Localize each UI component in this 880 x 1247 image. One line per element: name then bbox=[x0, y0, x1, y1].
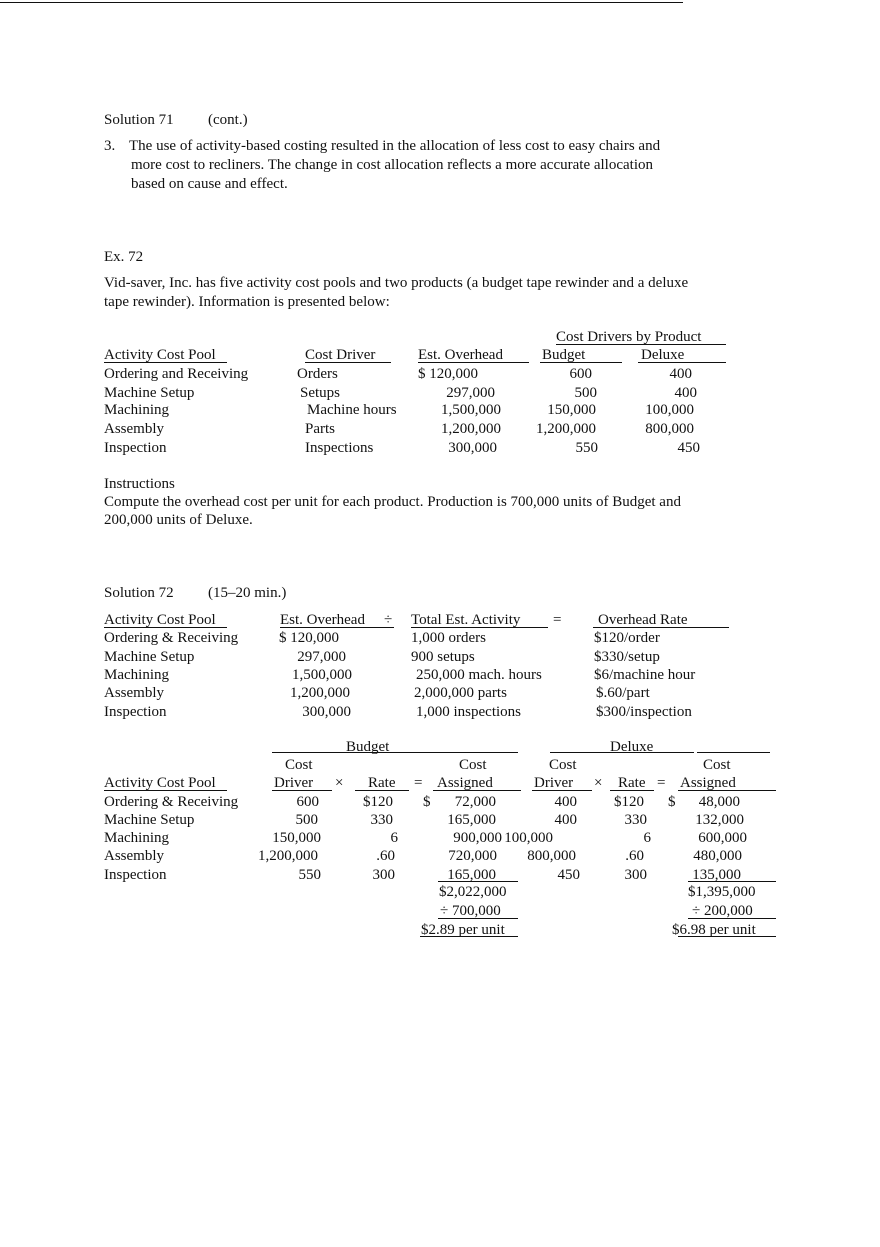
ex72-cell-overhead: 1,500,000 bbox=[441, 402, 501, 418]
solution-72-heading: Solution 72 bbox=[104, 585, 174, 601]
deluxe-cell-rate: $120 bbox=[614, 794, 644, 810]
ex72-cell-driver: Setups bbox=[300, 385, 341, 401]
ex72-header-driver: Cost Driver bbox=[305, 347, 376, 363]
underline bbox=[688, 918, 776, 919]
instructions-text: Compute the overhead cost per unit for each product. Production is 700,000 units of Budget and bbox=[104, 494, 681, 510]
budget-cell-cost: 720,000 bbox=[448, 848, 497, 864]
exercise-72-intro: Vid-saver, Inc. has five activity cost pools and two products (a budget tape rewinder and a deluxe bbox=[104, 275, 689, 291]
underline bbox=[610, 790, 654, 791]
solution-71-heading: Solution 71 bbox=[104, 112, 174, 128]
ex72-cell-deluxe: 400 bbox=[669, 366, 692, 382]
rate-cell-rate: $120/order bbox=[594, 630, 660, 646]
ex72-header-budget: Budget bbox=[542, 347, 586, 363]
budget-cell-rate: 300 bbox=[372, 867, 395, 883]
ex72-cell-pool: Inspection bbox=[104, 440, 167, 456]
underline bbox=[556, 344, 726, 345]
item-3-number: 3. bbox=[104, 138, 116, 154]
ex72-cell-driver: Inspections bbox=[305, 440, 374, 456]
rate-cell-rate: $.60/part bbox=[596, 685, 650, 701]
solution-71-cont: (cont.) bbox=[208, 112, 248, 128]
ex72-group-header: Cost Drivers by Product bbox=[556, 329, 702, 345]
rate-cell-overhead: 300,000 bbox=[302, 704, 351, 720]
deluxe-equals-sign: = bbox=[657, 775, 666, 791]
ex72-header-overhead: Est. Overhead bbox=[418, 347, 503, 363]
budget-assigned-header: Assigned bbox=[437, 775, 493, 791]
rate-cell-rate: $6/machine hour bbox=[594, 667, 696, 683]
deluxe-assigned-header: Assigned bbox=[680, 775, 736, 791]
budget-per-unit: $2.89 per unit bbox=[421, 922, 505, 938]
underline bbox=[438, 881, 518, 882]
underline bbox=[540, 362, 622, 363]
ex72-cell-driver: Parts bbox=[305, 421, 335, 437]
ex72-cell-overhead: $ 120,000 bbox=[418, 366, 478, 382]
ex72-cell-deluxe: 450 bbox=[677, 440, 700, 456]
deluxe-total: $1,395,000 bbox=[688, 884, 756, 900]
deluxe-cell-driver: 400 bbox=[554, 812, 577, 828]
underline bbox=[550, 752, 694, 753]
underline bbox=[433, 790, 521, 791]
budget-cell-cost: 165,000 bbox=[447, 867, 496, 883]
budget-cell-driver: 500 bbox=[295, 812, 318, 828]
budget-driver-header: Driver bbox=[274, 775, 314, 791]
deluxe-cell-rate: 300 bbox=[624, 867, 647, 883]
underline bbox=[532, 790, 592, 791]
budget-cost-label: Cost bbox=[285, 757, 313, 773]
ex72-cell-budget: 550 bbox=[575, 440, 598, 456]
budget-rate-header: Rate bbox=[368, 775, 396, 791]
deluxe-cell-driver: 800,000 bbox=[527, 848, 576, 864]
instructions-label: Instructions bbox=[104, 476, 175, 492]
deluxe-cell-cost: 132,000 bbox=[695, 812, 744, 828]
ex72-cell-overhead: 1,200,000 bbox=[441, 421, 501, 437]
budget-cell-driver: 550 bbox=[298, 867, 321, 883]
deluxe-times-sign: × bbox=[594, 775, 603, 791]
underline bbox=[697, 752, 770, 753]
assign-cell-pool: Ordering & Receiving bbox=[104, 794, 239, 810]
deluxe-cell-cost: 600,000 bbox=[698, 830, 747, 846]
budget-cell-rate: $120 bbox=[363, 794, 393, 810]
rate-cell-pool: Machining bbox=[104, 667, 169, 683]
deluxe-cell-cost: 48,000 bbox=[698, 794, 740, 810]
rate-header-divide: ÷ bbox=[384, 612, 393, 628]
budget-times-sign: × bbox=[335, 775, 344, 791]
ex72-cell-budget: 150,000 bbox=[547, 402, 596, 418]
ex72-cell-budget: 500 bbox=[574, 385, 597, 401]
rate-header-equals: = bbox=[553, 612, 562, 628]
budget-cell-driver: 1,200,000 bbox=[258, 848, 318, 864]
assign-cell-pool: Inspection bbox=[104, 867, 167, 883]
page-top-rule bbox=[0, 2, 683, 3]
budget-cell-cost: 900,000 bbox=[453, 830, 502, 846]
budget-total: $2,022,000 bbox=[439, 884, 507, 900]
underline bbox=[305, 362, 391, 363]
budget-cell-cost: 72,000 bbox=[454, 794, 496, 810]
ex72-cell-overhead: 300,000 bbox=[448, 440, 497, 456]
ex72-cell-deluxe: 400 bbox=[674, 385, 697, 401]
rate-cell-activity: 250,000 mach. hours bbox=[416, 667, 542, 683]
budget-cell-driver: 150,000 bbox=[272, 830, 321, 846]
deluxe-divisor: ÷ 200,000 bbox=[692, 903, 753, 919]
exercise-72-heading: Ex. 72 bbox=[104, 249, 144, 265]
rate-cell-overhead: 1,200,000 bbox=[290, 685, 350, 701]
underline bbox=[104, 627, 227, 628]
budget-cell-driver: 600 bbox=[296, 794, 319, 810]
underline bbox=[688, 881, 776, 882]
budget-divisor: ÷ 700,000 bbox=[440, 903, 501, 919]
deluxe-cell-driver: 400 bbox=[554, 794, 577, 810]
rate-header-rate: Overhead Rate bbox=[598, 612, 688, 628]
ex72-cell-budget: 1,200,000 bbox=[536, 421, 596, 437]
item-3-line: more cost to recliners. The change in cost allocation reflects a more accurate allocation bbox=[131, 157, 653, 173]
underline bbox=[355, 790, 409, 791]
ex72-cell-pool: Ordering and Receiving bbox=[104, 366, 249, 382]
deluxe-rate-header: Rate bbox=[618, 775, 646, 791]
rate-cell-overhead: 297,000 bbox=[297, 649, 346, 665]
budget-cell-rate: .60 bbox=[376, 848, 395, 864]
underline bbox=[104, 790, 227, 791]
ex72-cell-deluxe: 800,000 bbox=[645, 421, 694, 437]
underline bbox=[593, 627, 729, 628]
budget-cell-rate: 330 bbox=[370, 812, 393, 828]
deluxe-cell-cost: 135,000 bbox=[692, 867, 741, 883]
rate-cell-rate: $330/setup bbox=[594, 649, 660, 665]
ex72-cell-pool: Machining bbox=[104, 402, 169, 418]
underline bbox=[418, 362, 529, 363]
budget-cost-label: Cost bbox=[459, 757, 487, 773]
deluxe-cell-cost: 480,000 bbox=[693, 848, 742, 864]
ex72-cell-pool: Machine Setup bbox=[104, 385, 195, 401]
deluxe-cell-rate: .60 bbox=[625, 848, 644, 864]
rate-header-activity: Total Est. Activity bbox=[411, 612, 521, 628]
assign-cell-pool: Machining bbox=[104, 830, 169, 846]
deluxe-cell-rate: 330 bbox=[624, 812, 647, 828]
budget-equals-sign: = bbox=[414, 775, 423, 791]
ex72-header-pool: Activity Cost Pool bbox=[104, 347, 216, 363]
underline bbox=[272, 752, 518, 753]
assign-header-pool: Activity Cost Pool bbox=[104, 775, 216, 791]
ex72-cell-pool: Assembly bbox=[104, 421, 164, 437]
deluxe-cell-driver: 100,000 bbox=[504, 830, 553, 846]
rate-cell-rate: $300/inspection bbox=[596, 704, 692, 720]
rate-cell-activity: 900 setups bbox=[411, 649, 475, 665]
rate-cell-activity: 2,000,000 parts bbox=[414, 685, 507, 701]
budget-section-label: Budget bbox=[346, 739, 390, 755]
ex72-cell-driver: Machine hours bbox=[307, 402, 397, 418]
assign-cell-pool: Assembly bbox=[104, 848, 164, 864]
underline bbox=[638, 362, 726, 363]
underline bbox=[678, 790, 776, 791]
deluxe-cell-dollar: $ bbox=[668, 794, 676, 810]
budget-cell-dollar: $ bbox=[423, 794, 431, 810]
ex72-header-deluxe: Deluxe bbox=[641, 347, 685, 363]
rate-cell-pool: Machine Setup bbox=[104, 649, 195, 665]
budget-cell-cost: 165,000 bbox=[447, 812, 496, 828]
underline bbox=[272, 790, 332, 791]
solution-72-time: (15–20 min.) bbox=[208, 585, 287, 601]
budget-cell-rate: 6 bbox=[390, 830, 398, 846]
underline bbox=[678, 936, 776, 937]
instructions-text: 200,000 units of Deluxe. bbox=[104, 512, 253, 528]
item-3-line: The use of activity-based costing resulted in the allocation of less cost to easy chairs and bbox=[129, 138, 661, 154]
rate-cell-pool: Assembly bbox=[104, 685, 164, 701]
deluxe-per-unit: $6.98 per unit bbox=[672, 922, 756, 938]
rate-cell-activity: 1,000 inspections bbox=[416, 704, 521, 720]
underline bbox=[411, 627, 548, 628]
deluxe-cost-label: Cost bbox=[703, 757, 731, 773]
exercise-72-intro: tape rewinder). Information is presented below: bbox=[104, 294, 390, 310]
ex72-cell-driver: Orders bbox=[297, 366, 338, 382]
assign-cell-pool: Machine Setup bbox=[104, 812, 195, 828]
rate-cell-overhead: 1,500,000 bbox=[292, 667, 352, 683]
ex72-cell-deluxe: 100,000 bbox=[645, 402, 694, 418]
deluxe-cost-label: Cost bbox=[549, 757, 577, 773]
underline bbox=[420, 936, 518, 937]
rate-header-overhead: Est. Overhead bbox=[280, 612, 365, 628]
rate-cell-overhead: $ 120,000 bbox=[279, 630, 339, 646]
ex72-cell-overhead: 297,000 bbox=[446, 385, 495, 401]
deluxe-section-label: Deluxe bbox=[610, 739, 654, 755]
underline bbox=[280, 627, 394, 628]
rate-cell-pool: Ordering & Receiving bbox=[104, 630, 239, 646]
item-3-line: based on cause and effect. bbox=[131, 176, 288, 192]
ex72-cell-budget: 600 bbox=[569, 366, 592, 382]
deluxe-cell-rate: 6 bbox=[643, 830, 651, 846]
rate-cell-pool: Inspection bbox=[104, 704, 167, 720]
underline bbox=[438, 918, 518, 919]
rate-header-pool: Activity Cost Pool bbox=[104, 612, 216, 628]
deluxe-driver-header: Driver bbox=[534, 775, 574, 791]
deluxe-cell-driver: 450 bbox=[557, 867, 580, 883]
rate-cell-activity: 1,000 orders bbox=[411, 630, 486, 646]
underline bbox=[104, 362, 227, 363]
